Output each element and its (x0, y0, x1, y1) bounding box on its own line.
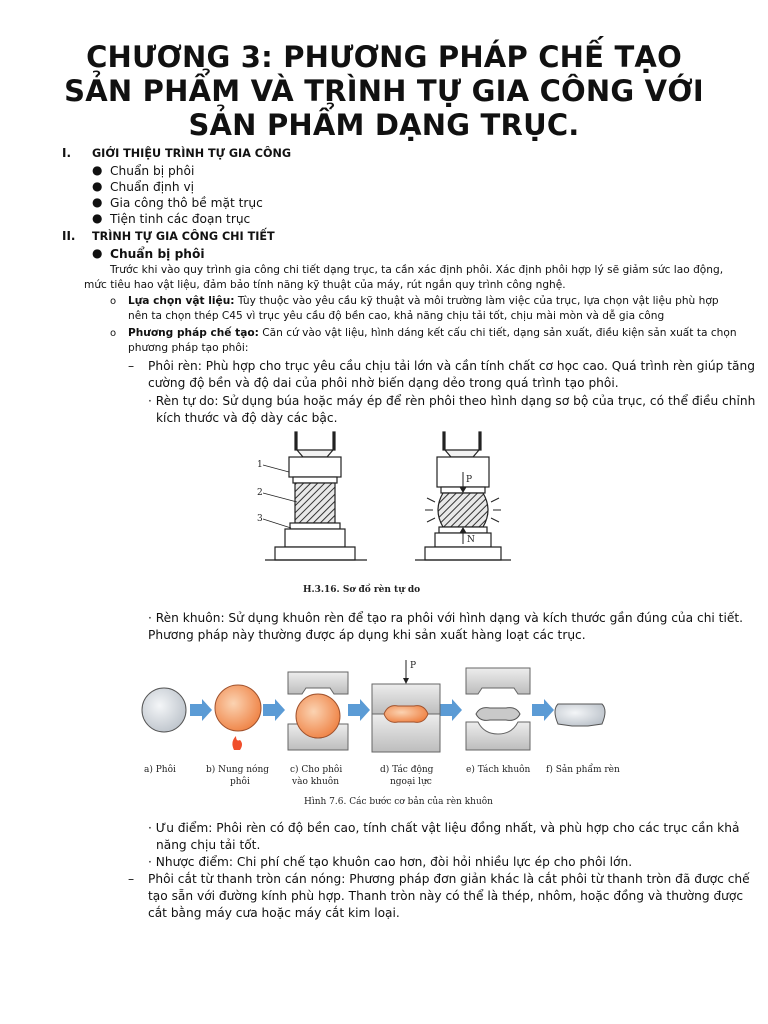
method-line: Phương pháp chế tạo: Căn cứ vào vật liệu, hình dáng kết cấu chi tiết, dạng sản xuất, điều kiện sản xuất ta chọn (128, 327, 737, 339)
figure-caption: Hình 7.6. Các bước cơ bản của rèn khuôn (304, 797, 493, 807)
title-line-1: CHƯƠNG 3: PHƯƠNG PHÁP CHẾ TẠO (86, 40, 682, 74)
list-item: Gia công thô bề mặt trục (110, 196, 263, 210)
method-line: phương pháp tạo phôi: (128, 342, 249, 354)
step-label: c) Cho phôi (290, 765, 343, 775)
intro-line: mức tiêu hao vật liệu, đảm bảo tính năng kỹ thuật của máy, rút ngắn quy trình công nghệ. (84, 279, 566, 291)
free-forging-line: kích thước và độ dày các bậc. (156, 411, 338, 425)
free-forging-figure (255, 432, 517, 600)
list-item: Chuẩn bị phôi (110, 164, 195, 178)
cut-bar-line: cắt bằng máy cưa hoặc máy cắt kim loại. (148, 906, 400, 920)
bullet-dot: ● (92, 163, 103, 177)
section-1-heading: GIỚI THIỆU TRÌNH TỰ GIA CÔNG (92, 147, 292, 160)
figure-label: 1 (257, 460, 263, 470)
bullet-dot: ● (92, 246, 103, 260)
page-title (30, 40, 738, 142)
cut-bar-line: Phôi cắt từ thanh tròn cán nóng: Phương pháp đơn giản khác là cắt phôi từ thanh tròn đã được chế (148, 872, 750, 886)
section-1-number: I. (62, 146, 72, 160)
cut-bar-line: tạo sẵn với đường kính phù hợp. Thanh tròn này có thể là thép, nhôm, hoặc đồng và thường được (148, 889, 744, 903)
advantage-line: năng chịu tải tốt. (156, 838, 261, 852)
figure-label: 3 (257, 514, 263, 524)
dash-bullet: – (128, 359, 135, 373)
step-label: d) Tác động (380, 765, 434, 775)
disadvantage-line: · Nhược điểm: Chi phí chế tạo khuôn cao hơn, đòi hỏi nhiều lực ép cho phôi lớn. (148, 855, 633, 869)
step-label: b) Nung nóng (206, 765, 269, 775)
step-label: a) Phôi (144, 765, 176, 775)
title-line-3: SẢN PHẨM DẠNG TRỤC. (188, 108, 580, 142)
bullet-dot: ● (92, 211, 103, 225)
list-item: Tiện tinh các đoạn trục (110, 212, 251, 226)
step-label: phôi (230, 777, 250, 787)
force-label: P (410, 661, 417, 671)
step-label: e) Tách khuôn (466, 765, 531, 775)
force-label: N (467, 535, 475, 545)
die-forging-line: · Rèn khuôn: Sử dụng khuôn rèn để tạo ra phôi với hình dạng và kích thước gần đúng của chi tiết. (148, 611, 744, 625)
bullet-dot: ● (92, 179, 103, 193)
figure-label: 2 (257, 488, 263, 498)
intro-line: Trước khi vào quy trình gia công chi tiết dạng trục, ta cần xác định phôi. Xác định phôi hợp lý sẽ giảm sức lao động, (110, 264, 724, 276)
section-2-number: II. (62, 229, 76, 243)
advantage-line: · Ưu điểm: Phôi rèn có độ bền cao, tính chất vật liệu đồng nhất, và phù hợp cho các trục cần khả (148, 821, 740, 835)
material-line: Lựa chọn vật liệu: Tùy thuộc vào yêu cầu kỹ thuật và môi trường làm việc của trục, lựa chọn vật liệu phù hợp (128, 295, 719, 307)
dash-bullet: – (128, 872, 135, 886)
free-forging-line: · Rèn tự do: Sử dụng búa hoặc máy ép để rèn phôi theo hình dạng sơ bộ của trục, có thể điều chỉnh (148, 394, 756, 408)
die-forging-figure (140, 654, 620, 810)
list-item: Chuẩn định vị (110, 180, 195, 194)
forging-line: Phôi rèn: Phù hợp cho trục yêu cầu chịu tải lớn và cần tính chất cơ học cao. Quá trình rèn giúp tăng (148, 359, 755, 373)
subheading: Chuẩn bị phôi (110, 247, 205, 261)
die-forging-line: Phương pháp này thường được áp dụng khi sản xuất hàng loạt các trục. (148, 628, 586, 642)
step-label: ngoại lực (390, 777, 432, 787)
title-line-2: SẢN PHẨM VÀ TRÌNH TỰ GIA CÔNG VỚI (64, 74, 704, 108)
circle-bullet: o (110, 328, 117, 339)
step-label: vào khuôn (292, 777, 339, 787)
circle-bullet: o (110, 296, 117, 307)
step-label: f) Sản phẩm rèn (546, 765, 620, 775)
figure-caption: H.3.16. Sơ đồ rèn tự do (303, 585, 421, 595)
bullet-dot: ● (92, 195, 103, 209)
material-line: nên ta chọn thép C45 vì trục yêu cầu độ bền cao, khả năng chịu tải tốt, chịu mài mòn và dễ gia công (128, 310, 665, 322)
forging-line: cường độ bền và độ dai của phôi nhờ biến dạng dẻo trong quá trình tạo phôi. (148, 376, 619, 390)
force-label: P (466, 475, 473, 485)
section-2-heading: TRÌNH TỰ GIA CÔNG CHI TIẾT (92, 230, 275, 243)
